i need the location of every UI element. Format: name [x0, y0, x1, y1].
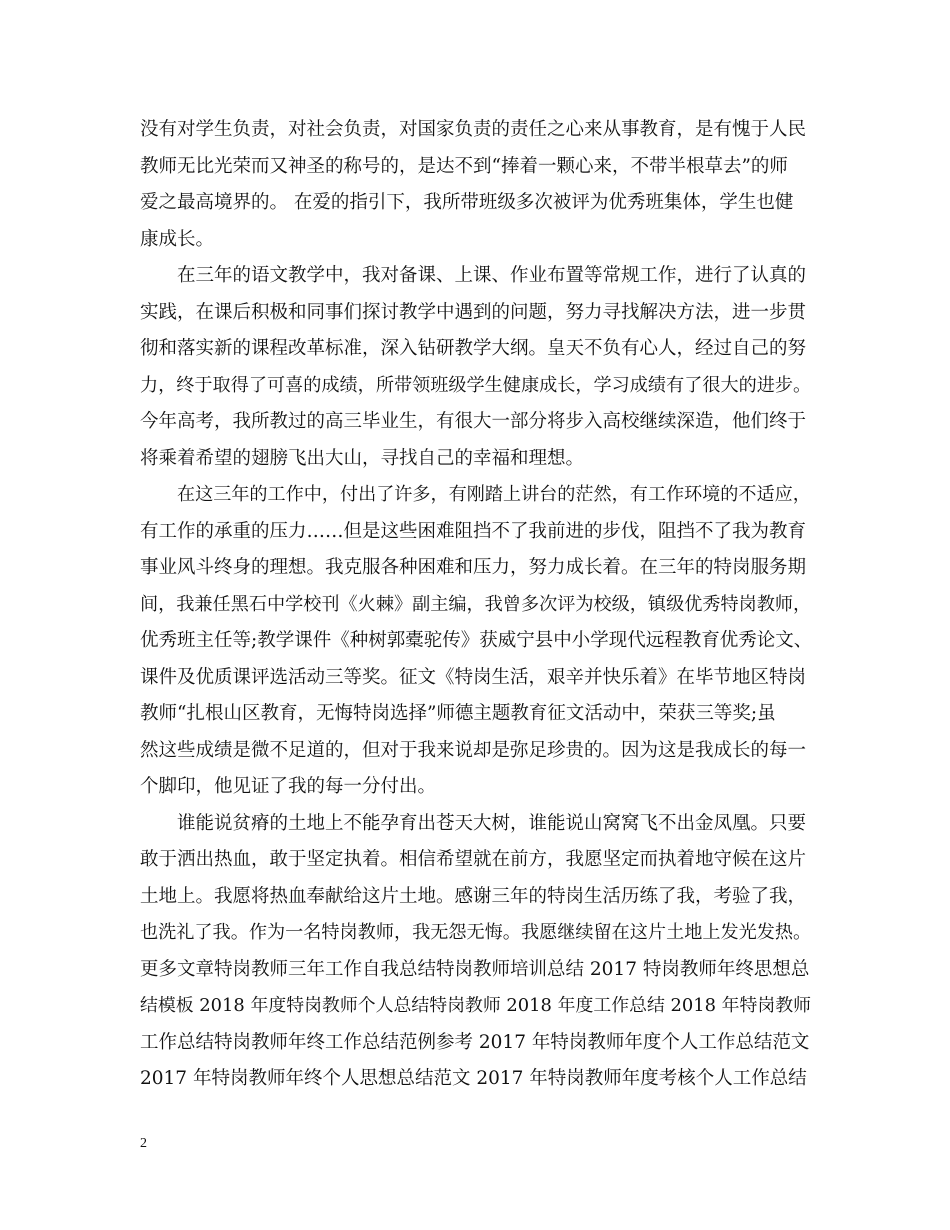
related-links-line: 更多文章特岗教师三年工作自我总结特岗教师培训总结 2017 特岗教师年终思想总	[140, 958, 810, 980]
text-line: 实践，在课后积极和同事们探讨教学中遇到的问题，努力寻找解决方法，进一步贯	[140, 301, 807, 323]
body-text	[140, 112, 812, 1098]
text-line: 爱之最高境界的。 在爱的指引下，我所带班级多次被评为优秀班集体，学生也健	[140, 192, 794, 213]
text-line: 敢于洒出热血，敢于坚定执着。相信希望就在前方，我愿坚定而执着地守候在这片	[140, 849, 807, 870]
text-line: 也洗礼了我。作为一名特岗教师，我无怨无悔。我愿继续留在这片土地上发光发热。	[140, 922, 812, 943]
text-line: 间，我兼任黑石中学校刊《火棘》副主编，我曾多次评为校级，镇级优秀特岗教师，	[140, 593, 812, 615]
text-line: 然这些成绩是微不足道的，但对于我来说却是弥足珍贵的。因为这是我成长的每一	[140, 739, 807, 761]
text-line: 康成长。	[140, 228, 215, 250]
text-line: 土地上。我愿将热血奉献给这片土地。感谢三年的特岗生活历练了我，考验了我，	[140, 885, 807, 907]
paragraph-first-line: 谁能说贫瘠的土地上不能孕育出苍天大树，谁能说山窝窝飞不出金凤凰。只要	[177, 812, 807, 834]
paragraph-first-line: 在三年的语文教学中，我对备课、上课、作业布置等常规工作，进行了认真的	[177, 265, 807, 286]
text-line: 个脚印，他见证了我的每一分付出。	[140, 776, 437, 797]
paragraph-first-line: 在这三年的工作中，付出了许多，有刚踏上讲台的茫然，有工作环境的不适应，	[177, 484, 811, 505]
text-line: 教师无比光荣而又神圣的称号的，是达不到“捧着一颗心来，不带半根草去”的师	[140, 155, 788, 177]
text-line: 没有对学生负责，对社会负责，对国家负责的责任之心来从事教育，是有愧于人民	[140, 119, 807, 140]
text-line: 课件及优质课评选活动三等奖。征文《特岗生活，艰辛并快乐着》在毕节地区特岗	[140, 666, 807, 688]
text-line: 将乘着希望的翅膀飞出大山，寻找自己的幸福和理想。	[140, 447, 585, 469]
text-line: 教师“扎根山区教育，无悔特岗选择”师德主题教育征文活动中，荣获三等奖;虽	[140, 703, 776, 724]
text-line: 彻和落实新的课程改革标准，深入钻研教学大纲。皇天不负有心人，经过自己的努	[140, 338, 807, 359]
text-line: 事业风斗终身的理想。我克服各种困难和压力，努力成长着。在三年的特岗服务期	[140, 557, 807, 578]
text-line: 有工作的承重的压力……但是这些困难阻挡不了我前进的步伐，阻挡不了我为教育	[140, 520, 807, 542]
text-line: 今年高考，我所教过的高三毕业生，有很大一部分将步入高校继续深造，他们终于	[140, 411, 807, 432]
text-line: 力，终于取得了可喜的成绩，所带领班级学生健康成长，学习成绩有了很大的进步。	[140, 374, 812, 396]
text-line: 优秀班主任等;教学课件《种树郭橐驼传》获威宁县中小学现代远程教育优秀论文、	[140, 630, 813, 651]
page-number: 2	[140, 1136, 147, 1151]
related-links-line: 2017 年特岗教师年终个人思想总结范文 2017 年特岗教师年度考核个人工作总结	[140, 1068, 807, 1089]
related-links-line: 工作总结特岗教师年终工作总结范例参考 2017 年特岗教师年度个人工作总结范文	[140, 1031, 810, 1053]
related-links-line: 结模板 2018 年度特岗教师个人总结特岗教师 2018 年度工作总结 2018 年特岗教师	[140, 995, 812, 1016]
